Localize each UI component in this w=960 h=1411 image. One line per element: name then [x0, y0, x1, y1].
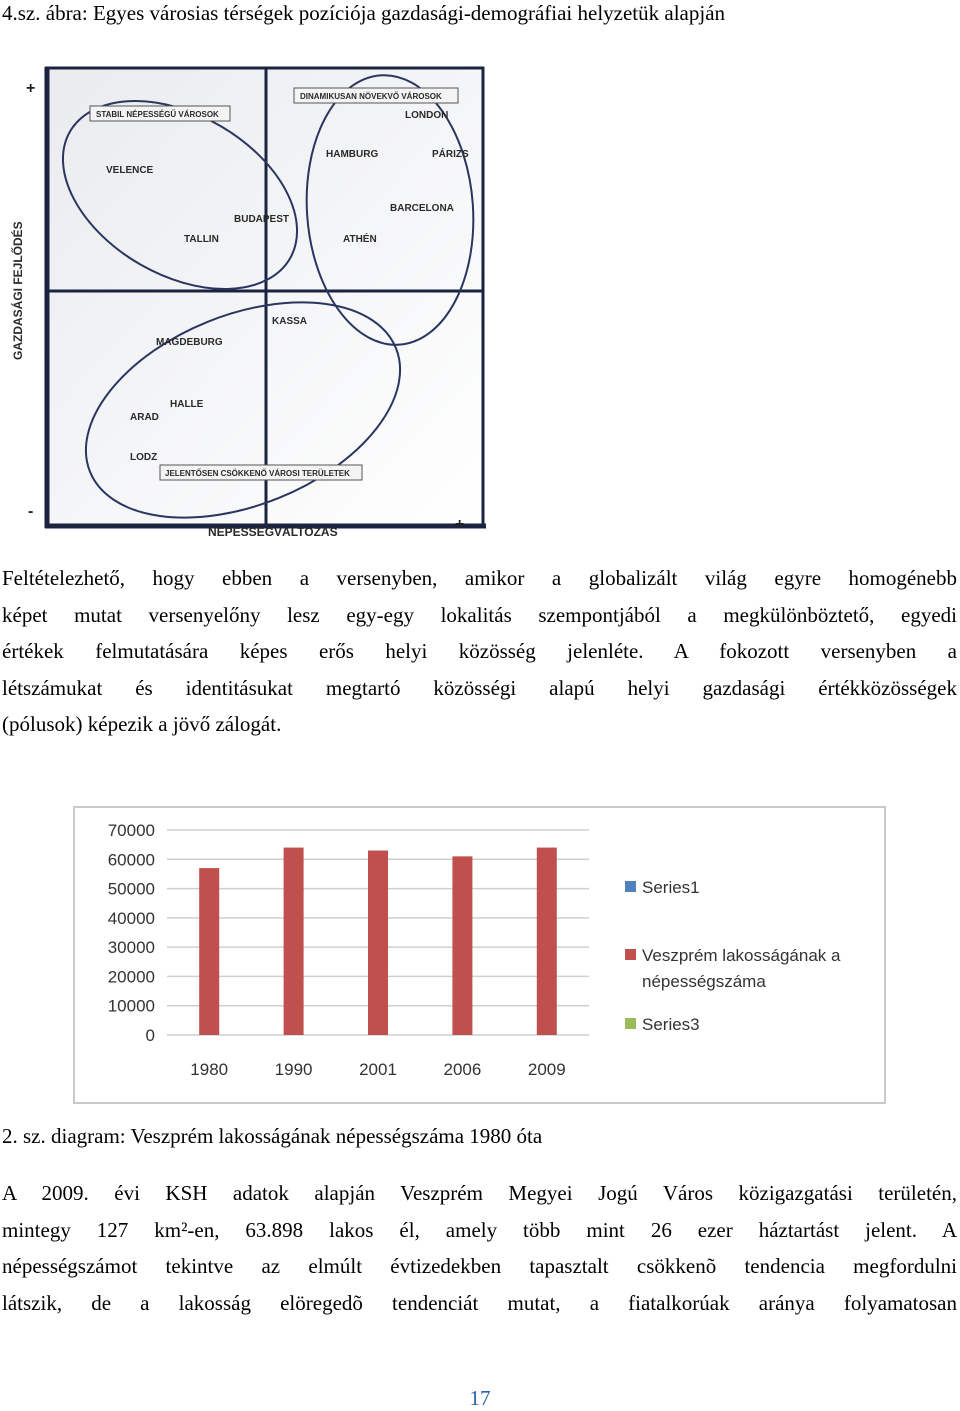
y-tick-label: 50000	[107, 879, 155, 899]
city-kassa: KASSA	[272, 316, 308, 327]
x-tick-label: 2009	[527, 1060, 566, 1079]
x-axis-label: NÉPESSÉGVÁLTOZÁS	[208, 525, 338, 539]
y-tick-label: 70000	[107, 821, 155, 840]
paragraph-2	[2, 1175, 957, 1321]
city-london: LONDON	[405, 110, 449, 121]
x-tick-label: 2001	[359, 1060, 397, 1079]
paragraph-1	[2, 560, 957, 743]
bar-chart	[73, 806, 886, 1104]
legend-label-series1: Series1	[642, 878, 700, 897]
y-tick-label: 30000	[107, 938, 155, 958]
shrinking-group-label: JELENTŐSEN CSÖKKENŐ VÁROSI TERÜLETEK	[165, 469, 350, 478]
paragraph-1-line: értékek felmutatására képes erős helyi közösség jelenléte. A fokozott versenyben a	[2, 639, 957, 663]
city-halle: HALLE	[170, 399, 204, 410]
legend-label-series2: Veszprém lakosságának a	[642, 946, 841, 965]
bar	[368, 851, 388, 1036]
city-athen: ATHÉN	[343, 234, 377, 245]
y-axis-minus: -	[28, 503, 34, 520]
city-arad: ARAD	[130, 412, 159, 423]
y-tick-label: 0	[145, 1026, 155, 1045]
x-axis-plus: +	[455, 516, 465, 533]
figure-title: 4.sz. ábra: Egyes városias térségek pozíciója gazdasági-demográfiai helyzetük alapján	[2, 1, 726, 25]
bar	[452, 856, 472, 1035]
legend-swatch-series2	[625, 949, 636, 960]
x-tick-label: 2006	[443, 1060, 482, 1079]
paragraph-1-line: (pólusok) képezik a jövő zálogát.	[2, 712, 282, 736]
paragraph-1-line: létszámukat és identitásukat megtartó közösségi alapú helyi gazdasági értékközösségek	[2, 675, 957, 700]
page-number: 17	[469, 1386, 491, 1410]
stable-group-label: STABIL NÉPESSÉGŰ VÁROSOK	[96, 110, 219, 119]
city-parizs: PÁRIZS	[432, 149, 469, 160]
legend-swatch-series3	[625, 1018, 636, 1029]
y-axis-plus: +	[26, 80, 36, 97]
legend-swatch-series1	[625, 881, 636, 892]
y-tick-label: 20000	[107, 967, 155, 987]
city-budapest: BUDAPEST	[234, 214, 290, 225]
quadrant-figure	[0, 55, 500, 545]
city-velence: VELENCE	[106, 165, 154, 176]
growing-group-label: DINAMIKUSAN NÖVEKVŐ VÁROSOK	[300, 92, 442, 101]
legend-label-series2-cont: népességszáma	[642, 972, 766, 991]
paragraph-2-line: mintegy 127 km²-en, 63.898 lakos él, amely több mint 26 ezer háztartást jelent. A	[2, 1217, 957, 1242]
city-tallin: TALLIN	[184, 234, 219, 245]
chart-caption: 2. sz. diagram: Veszprém lakosságának népességszáma 1980 óta	[2, 1124, 543, 1148]
bar	[284, 848, 304, 1035]
paragraph-1-line: képet mutat versenyelőny lesz egy-egy lokalitás szempontjából a megkülönböztető, egyedi	[2, 602, 957, 627]
x-tick-label: 1980	[190, 1060, 229, 1079]
paragraph-2-line: A 2009. évi KSH adatok alapján Veszprém Megyei Jogú Város közigazgatási területén,	[2, 1181, 957, 1205]
paragraph-1-line: Feltételezhető, hogy ebben a versenyben, amikor a globalizált világ egyre homogénebb	[2, 566, 957, 590]
city-lodz: LODZ	[130, 452, 158, 463]
paragraph-2-line: népességszámot tekintve az elmúlt évtizedekben tapasztalt csökkenõ tendencia megfordulni	[2, 1254, 957, 1278]
bar-chart-svg	[75, 808, 884, 1102]
city-barcelona: BARCELONA	[390, 203, 454, 214]
legend-label-series3: Series3	[642, 1015, 700, 1034]
city-hamburg: HAMBURG	[326, 149, 379, 160]
y-tick-label: 10000	[107, 996, 155, 1016]
y-tick-label: 60000	[107, 850, 155, 870]
y-tick-label: 40000	[107, 908, 155, 928]
city-magdeburg: MAGDEBURG	[156, 337, 223, 348]
x-tick-label: 1990	[274, 1060, 313, 1079]
bar	[537, 848, 557, 1035]
paragraph-2-line: látszik, de a lakosság elöregedõ tendenciát mutat, a fiatalkorúak aránya folyamatosan	[2, 1290, 957, 1315]
y-axis-label: GAZDASÁGI FEJLŐDÉS	[11, 221, 25, 360]
bar	[199, 868, 219, 1035]
quadrant-background	[44, 67, 484, 525]
